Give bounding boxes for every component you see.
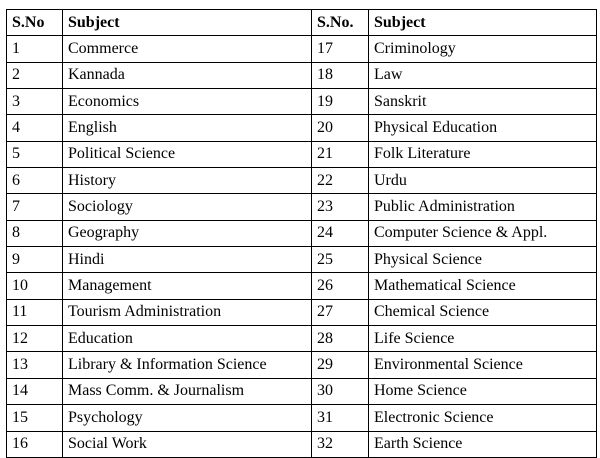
cell-subject-right: Physical Education: [369, 115, 597, 141]
table-row: [7, 431, 597, 457]
cell-sno-right: 21: [312, 141, 369, 167]
cell-sno-left: 11: [7, 299, 63, 325]
cell-sno-right: 27: [312, 299, 369, 325]
header-sno-left: S.No: [7, 10, 63, 36]
table-row: [7, 194, 597, 220]
cell-sno-left: 10: [7, 273, 63, 299]
cell-sno-right: 30: [312, 378, 369, 404]
cell-subject-right: Environmental Science: [369, 352, 597, 378]
cell-subject-right: Computer Science & Appl.: [369, 220, 597, 246]
cell-subject-left: Sociology: [63, 194, 312, 220]
table-row: [7, 247, 597, 273]
cell-subject-right: Mathematical Science: [369, 273, 597, 299]
cell-subject-right: Earth Science: [369, 431, 597, 457]
cell-subject-left: Geography: [63, 220, 312, 246]
cell-subject-left: Hindi: [63, 247, 312, 273]
cell-sno-left: 5: [7, 141, 63, 167]
cell-sno-right: 18: [312, 62, 369, 88]
cell-subject-right: Urdu: [369, 168, 597, 194]
table-row: [7, 326, 597, 352]
cell-sno-right: 23: [312, 194, 369, 220]
cell-sno-right: 29: [312, 352, 369, 378]
cell-sno-left: 2: [7, 62, 63, 88]
cell-sno-left: 13: [7, 352, 63, 378]
table-row: [7, 273, 597, 299]
cell-sno-right: 26: [312, 273, 369, 299]
table-body: [7, 36, 597, 458]
cell-sno-left: 7: [7, 194, 63, 220]
cell-sno-right: 25: [312, 247, 369, 273]
cell-subject-left: Economics: [63, 89, 312, 115]
subject-table-container: [6, 9, 596, 458]
table-header-row: [7, 10, 597, 36]
cell-subject-right: Life Science: [369, 326, 597, 352]
cell-subject-right: Law: [369, 62, 597, 88]
cell-sno-right: 28: [312, 326, 369, 352]
cell-sno-left: 12: [7, 326, 63, 352]
cell-sno-left: 16: [7, 431, 63, 457]
table-row: [7, 141, 597, 167]
cell-subject-left: Library & Information Science: [63, 352, 312, 378]
cell-subject-left: Tourism Administration: [63, 299, 312, 325]
cell-subject-right: Criminology: [369, 36, 597, 62]
table-row: [7, 220, 597, 246]
header-subject-right: Subject: [369, 10, 597, 36]
cell-sno-right: 22: [312, 168, 369, 194]
cell-sno-left: 14: [7, 378, 63, 404]
header-subject-left: Subject: [63, 10, 312, 36]
subject-table: [6, 9, 597, 458]
table-row: [7, 115, 597, 141]
cell-sno-right: 19: [312, 89, 369, 115]
cell-subject-right: Public Administration: [369, 194, 597, 220]
cell-subject-right: Electronic Science: [369, 405, 597, 431]
cell-subject-right: Physical Science: [369, 247, 597, 273]
cell-subject-left: History: [63, 168, 312, 194]
table-row: [7, 168, 597, 194]
cell-sno-left: 15: [7, 405, 63, 431]
cell-subject-left: Kannada: [63, 62, 312, 88]
cell-subject-right: Home Science: [369, 378, 597, 404]
cell-sno-left: 9: [7, 247, 63, 273]
cell-subject-right: Folk Literature: [369, 141, 597, 167]
cell-sno-left: 8: [7, 220, 63, 246]
cell-sno-right: 24: [312, 220, 369, 246]
cell-sno-left: 6: [7, 168, 63, 194]
table-row: [7, 89, 597, 115]
cell-subject-left: Social Work: [63, 431, 312, 457]
table-row: [7, 36, 597, 62]
cell-sno-right: 17: [312, 36, 369, 62]
cell-subject-left: Education: [63, 326, 312, 352]
table-row: [7, 352, 597, 378]
cell-sno-right: 31: [312, 405, 369, 431]
cell-sno-left: 4: [7, 115, 63, 141]
table-row: [7, 378, 597, 404]
table-row: [7, 62, 597, 88]
cell-sno-left: 3: [7, 89, 63, 115]
cell-sno-right: 20: [312, 115, 369, 141]
cell-subject-right: Chemical Science: [369, 299, 597, 325]
cell-subject-left: Mass Comm. & Journalism: [63, 378, 312, 404]
header-sno-right: S.No.: [312, 10, 369, 36]
cell-subject-left: Political Science: [63, 141, 312, 167]
cell-subject-left: Commerce: [63, 36, 312, 62]
table-row: [7, 405, 597, 431]
cell-subject-left: Psychology: [63, 405, 312, 431]
cell-subject-right: Sanskrit: [369, 89, 597, 115]
cell-subject-left: Management: [63, 273, 312, 299]
table-row: [7, 299, 597, 325]
cell-subject-left: English: [63, 115, 312, 141]
cell-sno-right: 32: [312, 431, 369, 457]
cell-sno-left: 1: [7, 36, 63, 62]
